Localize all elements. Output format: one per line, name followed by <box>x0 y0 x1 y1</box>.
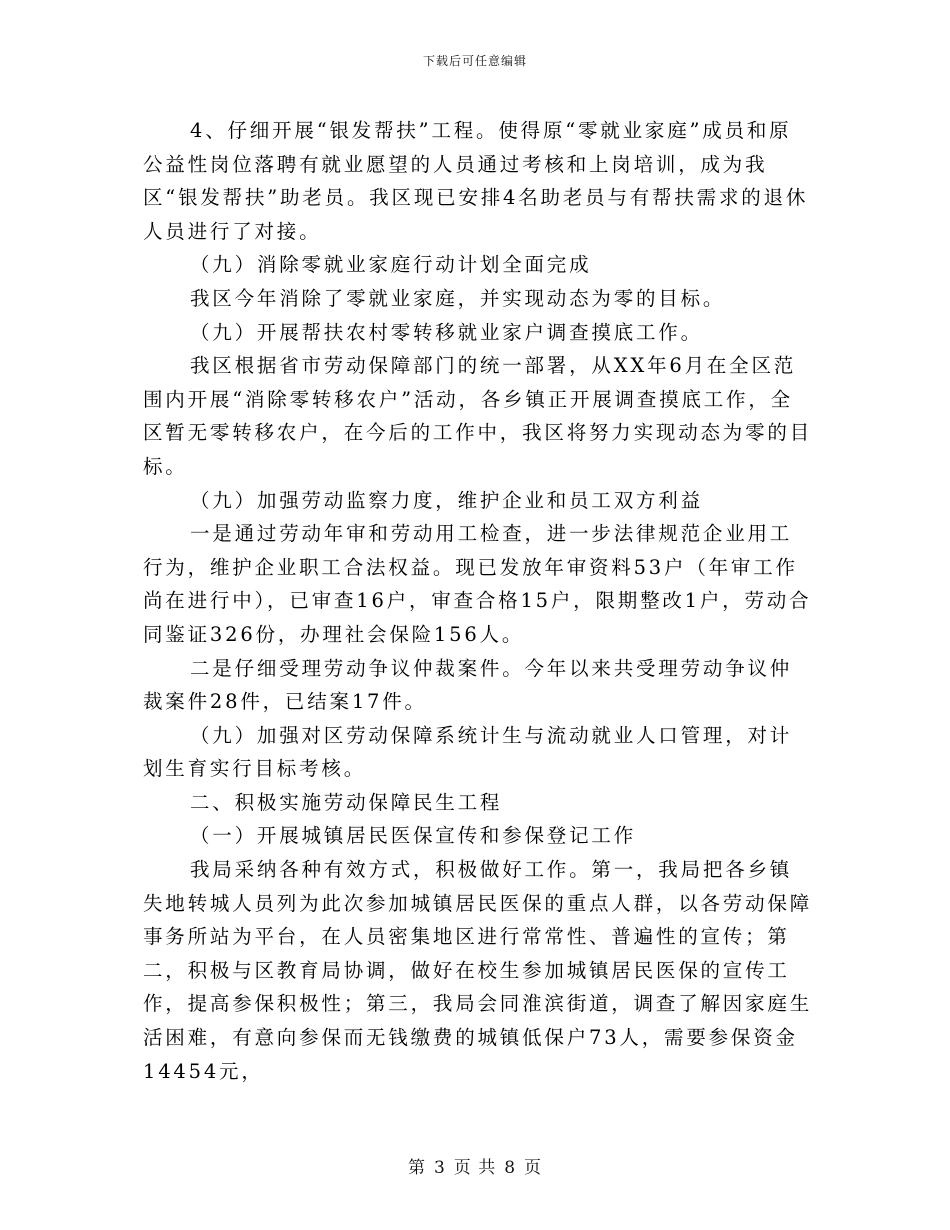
paragraph: 我区根据省市劳动保障部门的统一部署，从XX年6月在全区范围内开展“消除零转移农户”活动，各乡镇正开展调查摸底工作，全区暂无零转移农户，在今后的工作中，我区将努力实现动态为零的目标。 <box>143 354 813 478</box>
paragraph: 我区今年消除了零就业家庭，并实现动态为零的目标。 <box>190 286 726 310</box>
footer-middle: 页 共 <box>453 1158 497 1178</box>
paragraph: 我局采纳各种有效方式，积极做好工作。第一，我局把各乡镇失地转城人员列为此次参加城镇居民医保的重点人群，以各劳动保障事务所站为平台，在人员密集地区进行常常性、普遍性的宣传；第二，积极与区教育局协调，做好在校生参加城镇居民医保的宣传工作，提高参保积极性；第三，我局会同淮滨街道，调查了解因家庭生活困难，有意向参保而无钱缴费的城镇低保户73人，需要参保资金14454元， <box>143 858 813 1083</box>
section-heading: 二、积极实施劳动保障民生工程 <box>190 790 503 814</box>
section-heading: （九）消除零就业家庭行动计划全面完成 <box>190 253 592 277</box>
footer-suffix: 页 <box>524 1158 543 1178</box>
paragraph: 一是通过劳动年审和劳动用工检查，进一步法律规范企业用工行为，维护企业职工合法权益。现已发放年审资料53户（年审工作尚在进行中），已审查16户，审查合格15户，限期整改1户，劳动合同鉴证326份，办理社会保险156人。 <box>143 522 812 646</box>
section-heading: （九）加强对区劳动保障系统计生与流动就业人口管理，对计划生育实行目标考核。 <box>143 723 793 781</box>
section-heading: （九）加强劳动监察力度，维护企业和员工双方利益 <box>190 488 703 512</box>
page-total: 8 <box>504 1158 517 1178</box>
page-footer <box>0 1153 950 1178</box>
paragraph: 4、仔细开展“银发帮扶”工程。使得原“零就业家庭”成员和原公益性岗位落聘有就业愿望的人员通过考核和上岗培训，成为我区“银发帮扶”助老员。我区现已安排4名助老员与有帮扶需求的退休人员进行了对接。 <box>143 119 809 243</box>
section-heading: （九）开展帮扶农村零转移就业家户调查摸底工作。 <box>190 320 703 344</box>
paragraph: 二是仔细受理劳动争议仲裁案件。今年以来共受理劳动争议仲裁案件28件，已结案17件。 <box>143 656 793 714</box>
document-body <box>143 114 813 1088</box>
footer-prefix: 第 <box>407 1158 426 1178</box>
page-header: 下载后可任意编辑 <box>422 54 527 68</box>
section-heading: （一）开展城镇居民医保宣传和参保登记工作 <box>190 824 637 848</box>
page-number: 3 <box>433 1158 446 1178</box>
